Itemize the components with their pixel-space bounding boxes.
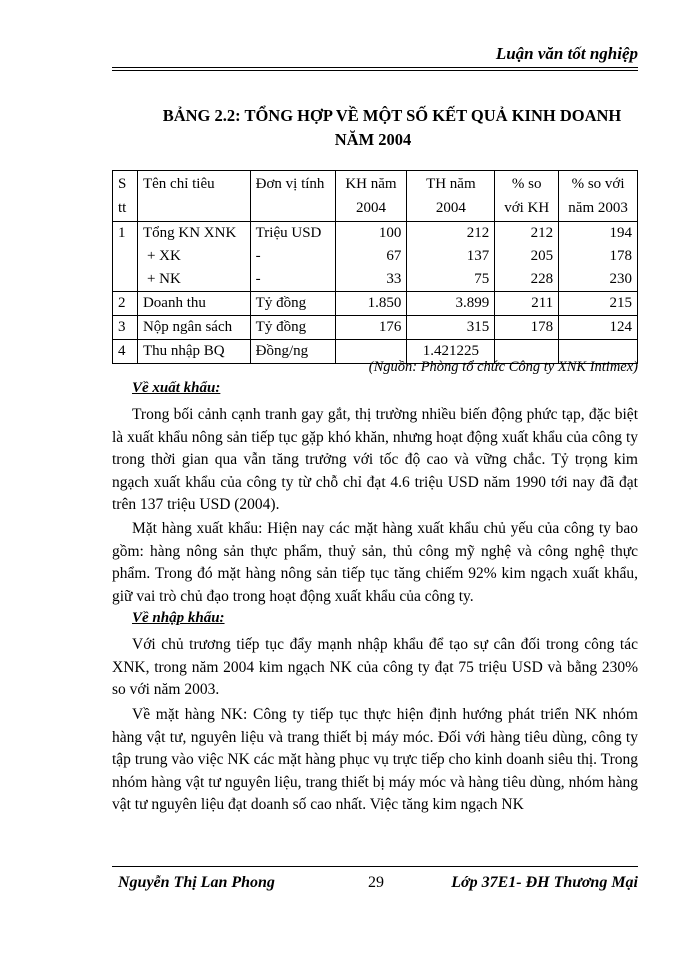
col-header-name: Tên chỉ tiêu — [137, 171, 250, 222]
table-title-line1: BẢNG 2.2: TỔNG HỢP VỀ MỘT SỐ KẾT QUẢ KINH DOANH — [162, 106, 622, 125]
cell-unit: Tỷ đồng — [250, 292, 335, 316]
table-row — [113, 222, 638, 292]
footer-rule — [112, 866, 638, 867]
footer-author: Nguyễn Thị Lan Phong — [118, 874, 275, 891]
col-header-pct-2003: % so với năm 2003 — [559, 171, 638, 222]
document-header-title: Luận văn tốt nghiệp — [495, 44, 638, 63]
cell-unit: Triệu USD - - — [250, 222, 335, 292]
cell-stt: 3 — [113, 316, 138, 340]
import-heading: Về nhập khẩu: — [132, 610, 225, 626]
import-paragraph-2: Về mặt hàng NK: Công ty tiếp tục thực hiện định hướng phát triển NK nhóm hàng vật tư, nguyên liệu và trang thiết bị máy móc. Đối với hàng tiêu dùng, công ty tập trung vào việc NK các mặt hàng phục vụ trực tiếp cho kinh doanh siêu thị. Trong nhóm hàng vật tư nguyên liệu, trang thiết bị máy móc và hàng tiêu dùng, nhóm hàng vật tư nguyên liệu đạt doanh số cao nhất. Việc tăng kim ngạch NK — [112, 706, 638, 813]
col-header-unit: Đơn vị tính — [250, 171, 335, 222]
cell-name: Nộp ngân sách — [137, 316, 250, 340]
cell-name: Tổng KN XNK + XK + NK — [137, 222, 250, 292]
col-header-pct-plan: % so với KH — [495, 171, 559, 222]
export-paragraph-1: Trong bối cảnh cạnh tranh gay gắt, thị trường nhiều biến động phức tạp, đặc biệt là xuất khẩu nông sản tiếp tục gặp khó khăn, nhưng hoạt động xuất khẩu của công ty trong thời gian qua vẫn tăng trưởng với tốc độ cao và vững chắc. Tỷ trọng kim ngạch xuất khẩu của công ty từ chỗ chỉ đạt 4.6 triệu USD năm 1990 tới nay đã đạt trên 137 triệu USD (2004). — [112, 406, 638, 513]
export-paragraph-2: Mặt hàng xuất khẩu: Hiện nay các mặt hàng xuất khẩu chủ yếu của công ty bao gồm: hàng nông sản thực phẩm, thuỷ sản, thủ công mỹ nghệ và công nghệ thực phẩm. Trong đó mặt hàng nông sản tiếp tục tăng chiếm 92% kim ngạch xuất khẩu, giữ vai trò chủ đạo trong hoạt động xuất khẩu của công ty. — [112, 520, 638, 605]
cell-name: Thu nhập BQ — [137, 340, 250, 364]
cell-actual: 315 — [407, 316, 495, 340]
cell-pct-2003: 194 178 230 — [559, 222, 638, 292]
header-rule — [112, 67, 638, 68]
cell-stt: 1 — [113, 222, 138, 292]
cell-unit: Đồng/ng — [250, 340, 335, 364]
cell-pct-2003: 124 — [559, 316, 638, 340]
table-title-line2: NĂM 2004 — [334, 130, 412, 149]
source-note: (Nguồn: Phòng tổ chức Công ty XNK Intimex) — [368, 359, 638, 375]
cell-actual: 3.899 — [407, 292, 495, 316]
cell-stt: 4 — [113, 340, 138, 364]
cell-pct-plan: 178 — [495, 316, 559, 340]
cell-plan: 100 67 33 — [335, 222, 407, 292]
cell-pct-plan: 211 — [495, 292, 559, 316]
cell-actual: 212 137 75 — [407, 222, 495, 292]
cell-pct-2003: 215 — [559, 292, 638, 316]
footer-class: Lớp 37E1- ĐH Thương Mại — [451, 874, 638, 891]
table-title — [112, 104, 642, 152]
cell-stt: 2 — [113, 292, 138, 316]
col-header-stt: S tt — [113, 171, 138, 222]
col-header-actual: TH năm 2004 — [407, 171, 495, 222]
cell-plan: 1.850 — [335, 292, 407, 316]
cell-unit: Tỷ đồng — [250, 316, 335, 340]
import-paragraph-1: Với chủ trương tiếp tục đẩy mạnh nhập khẩu để tạo sự cân đối trong công tác XNK, trong năm 2004 kim ngạch NK của công ty đạt 75 triệu USD và bằng 230% so với năm 2003. — [112, 636, 638, 698]
cell-pct-plan: 212 205 228 — [495, 222, 559, 292]
results-table — [112, 170, 638, 364]
header-rule-double — [112, 70, 638, 71]
table-row — [113, 316, 638, 340]
table-header-row — [113, 171, 638, 222]
col-header-plan: KH năm 2004 — [335, 171, 407, 222]
footer-page-number: 29 — [368, 874, 384, 891]
table-row — [113, 292, 638, 316]
cell-actual: 1.421225 — [407, 340, 495, 364]
export-heading: Về xuất khẩu: — [132, 380, 221, 396]
cell-plan: 176 — [335, 316, 407, 340]
cell-name: Doanh thu — [137, 292, 250, 316]
